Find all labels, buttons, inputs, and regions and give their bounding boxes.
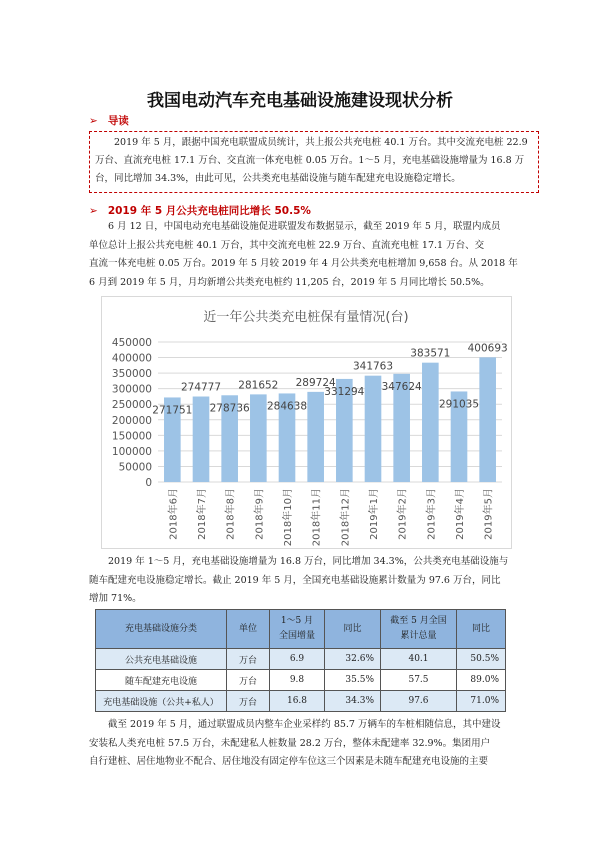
body-line: 单位总计上报公共充电桩 40.1 万台，其中交流充电桩 22.9 万台、直流充电桩 17.1 万台、交 bbox=[89, 239, 485, 251]
y-tick-label: 250000 bbox=[111, 399, 152, 412]
data-label: 278736 bbox=[209, 402, 250, 415]
body-line: 随车配建充电设施稳定增长。截止 2019 年 5 月，全国充电基础设施累计数量为 97.6 万台，同比 bbox=[89, 574, 501, 586]
table-cell: 57.5 bbox=[381, 670, 457, 691]
bar bbox=[250, 394, 267, 482]
x-tick-label: 2019年4月 bbox=[455, 488, 466, 540]
y-tick-label: 150000 bbox=[111, 430, 152, 443]
table-cell: 97.6 bbox=[381, 691, 457, 712]
bar bbox=[422, 363, 439, 482]
intro-line: 台，同比增加 34.3%，由此可见，公共类充电基础设施与随车配建充电设施稳定增长。 bbox=[95, 173, 461, 184]
arrow-icon: ➢ bbox=[89, 205, 98, 217]
data-label: 274777 bbox=[180, 381, 222, 394]
x-tick-label: 2019年1月 bbox=[369, 488, 380, 540]
table-header-cell: 同比 bbox=[457, 610, 506, 649]
table-cell: 充电基础设施（公共+私人） bbox=[96, 691, 227, 712]
section2-body bbox=[89, 553, 519, 609]
body-line: 截至 2019 年 5 月，通过联盟成员内整车企业采样约 85.7 万辆车的车桩相随信息，其中建设 bbox=[108, 719, 501, 730]
x-tick-label: 2018年6月 bbox=[168, 488, 180, 540]
y-tick-label: 50000 bbox=[118, 461, 152, 474]
table-cell: 34.3% bbox=[325, 691, 381, 712]
data-label: 347624 bbox=[381, 380, 422, 393]
intro-heading bbox=[89, 113, 129, 128]
bar bbox=[479, 357, 496, 482]
table-cell: 公共充电基础设施 bbox=[96, 649, 227, 670]
table-cell: 40.1 bbox=[381, 649, 457, 670]
chart-frame bbox=[101, 296, 512, 549]
table-cell: 万台 bbox=[227, 670, 270, 691]
data-label: 284638 bbox=[266, 400, 308, 413]
x-tick-label: 2018年11月 bbox=[311, 488, 323, 547]
arrow-icon: ➢ bbox=[89, 115, 98, 127]
y-tick-label: 300000 bbox=[111, 383, 152, 396]
chart-title: 近一年公共类充电桩保有量情况(台) bbox=[203, 310, 409, 325]
table-cell: 50.5% bbox=[457, 649, 506, 670]
bar bbox=[193, 397, 210, 482]
x-tick-label: 2018年12月 bbox=[340, 488, 352, 547]
table-header-cell: 截至 5 月全国 累计总量 bbox=[381, 610, 457, 649]
table-header-row bbox=[96, 610, 506, 649]
summary-table bbox=[95, 609, 506, 712]
intro-heading-text: 导读 bbox=[107, 115, 129, 127]
y-tick-label: 400000 bbox=[111, 352, 152, 365]
x-tick-label: 2018年7月 bbox=[197, 488, 208, 540]
body-line: 6 月 12 日，中国电动充电基础设施促进联盟发布数据显示，截至 2019 年 5 月，联盟内成员 bbox=[108, 221, 501, 232]
bar-chart bbox=[102, 297, 511, 548]
x-tick-label: 2018年9月 bbox=[254, 488, 266, 540]
table-header-cell: 单位 bbox=[227, 610, 270, 649]
body-line: 6 月到 2019 年 5 月，月均新增公共类充电桩约 11,205 台，2019 年 5 月同比增长 50.5%。 bbox=[89, 276, 490, 288]
body-line: 2019 年 1～5 月，充电基础设施增量为 16.8 万台，同比增加 34.3%，公共类充电基础设施与 bbox=[108, 556, 509, 567]
table-cell: 万台 bbox=[227, 649, 270, 670]
x-tick-label: 2018年10月 bbox=[283, 488, 294, 547]
data-label: 281652 bbox=[238, 379, 279, 392]
data-label: 341763 bbox=[352, 360, 394, 373]
body-line: 自行建桩、居住地物业不配合、居住地没有固定停车位这三个因素是未随车配建充电设施的主要 bbox=[89, 756, 489, 767]
body-line: 安装私人类充电桩 57.5 万台，未配建私人桩数量 28.2 万台，整体未配建率 32.9%。集团用户 bbox=[89, 737, 491, 749]
bar bbox=[365, 376, 382, 482]
table-header-cell: 同比 bbox=[325, 610, 381, 649]
section1-heading bbox=[89, 203, 311, 218]
data-label: 400693 bbox=[467, 342, 508, 355]
table-cell: 16.8 bbox=[270, 691, 325, 712]
table-cell: 71.0% bbox=[457, 691, 506, 712]
data-label: 383571 bbox=[410, 347, 451, 360]
x-tick-label: 2019年3月 bbox=[426, 488, 438, 540]
table-cell: 89.0% bbox=[457, 670, 506, 691]
table-cell: 6.9 bbox=[270, 649, 325, 670]
page-title: 我国电动汽车充电基础设施建设现状分析 bbox=[147, 91, 453, 111]
table-row bbox=[96, 649, 506, 670]
y-tick-label: 100000 bbox=[111, 445, 152, 458]
table-header-cell: 充电基础设施分类 bbox=[96, 610, 227, 649]
y-tick-label: 350000 bbox=[111, 368, 152, 381]
section3-body bbox=[89, 716, 519, 772]
y-tick-label: 0 bbox=[145, 477, 152, 489]
section1-body bbox=[89, 218, 519, 292]
data-label: 291035 bbox=[438, 398, 480, 411]
table-cell: 随车配建充电设施 bbox=[96, 670, 227, 691]
bar bbox=[307, 392, 324, 482]
table-cell: 35.5% bbox=[325, 670, 381, 691]
intro-line: 2019 年 5 月，跟据中国充电联盟成员统计，共上报公共充电桩 40.1 万台。其中交流充电桩 22.9 bbox=[114, 137, 528, 148]
body-line: 直流一体充电桩 0.05 万台。2019 年 5 月较 2019 年 4 月公共类充电桩增加 9,658 台。从 2018 年 bbox=[89, 258, 518, 269]
table-header-cell: 1～5 月 全国增量 bbox=[270, 610, 325, 649]
data-label: 289724 bbox=[295, 376, 336, 389]
table-cell: 32.6% bbox=[325, 649, 381, 670]
body-line: 增加 71%。 bbox=[89, 593, 142, 604]
data-label: 331294 bbox=[324, 385, 365, 398]
intro-box bbox=[89, 131, 539, 193]
section1-heading-text: 2019 年 5 月公共充电桩同比增长 50.5% bbox=[107, 205, 311, 217]
table-row bbox=[96, 691, 506, 712]
table-cell: 9.8 bbox=[270, 670, 325, 691]
data-label: 271751 bbox=[152, 404, 193, 417]
x-tick-label: 2019年5月 bbox=[483, 488, 495, 540]
intro-line: 万台、直流充电桩 17.1 万台、交直流一体充电桩 0.05 万台。1～5 月，充电基础设施增量为 16.8 万 bbox=[95, 155, 525, 166]
y-tick-label: 450000 bbox=[111, 337, 152, 349]
x-tick-label: 2018年8月 bbox=[225, 488, 237, 540]
table-cell: 万台 bbox=[227, 691, 270, 712]
x-tick-label: 2019年2月 bbox=[397, 488, 409, 540]
y-tick-label: 200000 bbox=[111, 414, 152, 427]
table-row bbox=[96, 670, 506, 691]
